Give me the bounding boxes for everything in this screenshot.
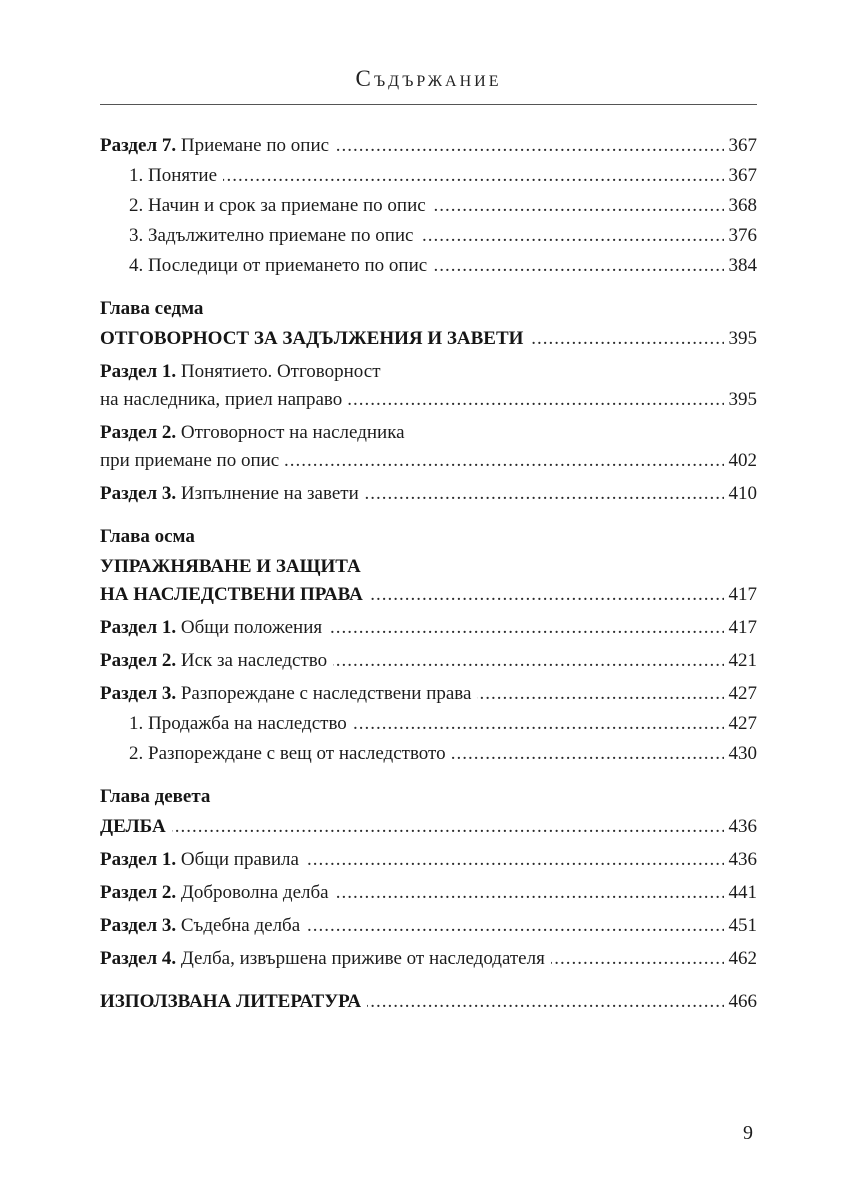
toc-entry-text: Иск за наследство <box>176 650 328 671</box>
toc-entry-prefix: Раздел 3. <box>100 915 177 936</box>
toc-entry-text: на наследника, приел направо <box>100 389 343 410</box>
header-divider <box>100 104 757 105</box>
toc-entry-section <box>100 614 757 642</box>
toc-entry-section <box>100 480 757 508</box>
toc-chapter-title <box>100 553 757 581</box>
toc-entry-subitem <box>100 222 757 250</box>
toc-entry-section <box>100 680 757 708</box>
toc-entry-page: 417 <box>724 614 758 642</box>
toc-chapter-title <box>100 813 757 841</box>
page-header <box>100 66 757 105</box>
toc-entry-text: Разпореждане с наследствени права <box>176 683 472 704</box>
toc-chapter-title <box>100 581 757 609</box>
toc-entry-page: 462 <box>724 945 758 973</box>
toc-chapter-title-text: ОТГОВОРНОСТ ЗА ЗАДЪЛЖЕНИЯ И ЗАВЕТИ <box>100 328 524 349</box>
toc-entry-prefix: Раздел 1. <box>100 849 177 870</box>
page-number: 9 <box>743 1122 753 1144</box>
toc-entry-section <box>100 846 757 874</box>
toc-entry-text: 1. Продажба на наследство <box>129 713 347 734</box>
toc-entry-prefix: Раздел 3. <box>100 683 177 704</box>
toc-entry-text: Общи положения <box>176 617 323 638</box>
toc-entry-text: 4. Последици от приемането по опис <box>129 255 428 276</box>
toc-entry-page: 436 <box>724 846 758 874</box>
toc-entry-prefix: Раздел 1. <box>100 617 177 638</box>
toc-entry-prefix: Раздел 2. <box>100 882 177 903</box>
toc-chapter-title-text: ДЕЛБА <box>100 816 166 837</box>
toc-entry-page: 402 <box>724 447 758 475</box>
toc-entry-section <box>100 879 757 907</box>
toc-chapter-label <box>100 295 757 323</box>
toc-entry-page: 427 <box>724 710 758 738</box>
toc-entry-subitem <box>100 710 757 738</box>
toc-entry-prefix: Раздел 4. <box>100 948 177 969</box>
toc-entry-page: 368 <box>724 192 758 220</box>
toc-entry-section <box>100 419 757 447</box>
toc-entry-page: 430 <box>724 740 758 768</box>
toc-entry-text: при приемане по опис <box>100 450 280 471</box>
toc-chapter-label <box>100 523 757 551</box>
toc-entry-text: Делба, извършена приживе от наследодателя <box>176 948 545 969</box>
toc-entry-section <box>100 132 757 160</box>
toc-entry-page: 395 <box>724 386 758 414</box>
toc-entry-section <box>100 912 757 940</box>
toc-entry-section <box>100 358 757 386</box>
toc-entry-prefix: Раздел 1. <box>100 361 177 382</box>
toc-chapter-label-text: Глава девета <box>100 786 211 807</box>
toc-entry-page: 466 <box>724 988 758 1016</box>
page-title: Съдържание <box>355 66 502 91</box>
toc-entry-page: 427 <box>724 680 758 708</box>
table-of-contents <box>100 132 757 1016</box>
toc-entry-text: Общи правила <box>176 849 299 870</box>
toc-entry-continuation <box>100 386 757 414</box>
toc-chapter-label <box>100 783 757 811</box>
toc-entry-page: 376 <box>724 222 758 250</box>
toc-entry-text: 2. Начин и срок за приемане по опис <box>129 195 426 216</box>
toc-chapter-title <box>100 325 757 353</box>
toc-entry-prefix: Раздел 7. <box>100 135 177 156</box>
toc-entry-subitem <box>100 252 757 280</box>
toc-entry-continuation <box>100 447 757 475</box>
toc-entry-text: Приемане по опис <box>176 135 330 156</box>
toc-entry-page: 441 <box>724 879 758 907</box>
toc-chapter-label-text: Глава осма <box>100 526 195 547</box>
toc-entry-subitem <box>100 162 757 190</box>
toc-entry-subitem <box>100 192 757 220</box>
toc-entry-text: 1. Понятие <box>129 165 218 186</box>
toc-literature-entry <box>100 988 757 1016</box>
toc-entry-text: Понятието. Отговорност <box>176 361 381 382</box>
toc-entry-page: 410 <box>724 480 758 508</box>
toc-entry-page: 384 <box>724 252 758 280</box>
toc-entry-text: 3. Задължително приемане по опис <box>129 225 414 246</box>
toc-entry-page: 451 <box>724 912 758 940</box>
toc-entry-subitem <box>100 740 757 768</box>
toc-entry-section <box>100 647 757 675</box>
toc-literature-text: ИЗПОЛЗВАНА ЛИТЕРАТУРА <box>100 991 362 1012</box>
toc-entry-page: 436 <box>724 813 758 841</box>
toc-entry-prefix: Раздел 2. <box>100 650 177 671</box>
toc-entry-text: 2. Разпореждане с вещ от наследството <box>129 743 446 764</box>
toc-entry-text: Отговорност на наследника <box>176 422 405 443</box>
toc-entry-text: Изпълнение на завети <box>176 483 359 504</box>
toc-entry-prefix: Раздел 2. <box>100 422 177 443</box>
toc-entry-page: 421 <box>724 647 758 675</box>
toc-entry-page: 395 <box>724 325 758 353</box>
toc-entry-prefix: Раздел 3. <box>100 483 177 504</box>
toc-entry-page: 367 <box>724 132 758 160</box>
toc-entry-text: Доброволна делба <box>176 882 329 903</box>
toc-entry-text: Съдебна делба <box>176 915 301 936</box>
toc-entry-page: 417 <box>724 581 758 609</box>
toc-entry-section <box>100 945 757 973</box>
toc-entry-page: 367 <box>724 162 758 190</box>
toc-chapter-title-text: НА НАСЛЕДСТВЕНИ ПРАВА <box>100 584 363 605</box>
toc-chapter-label-text: Глава седма <box>100 298 204 319</box>
toc-chapter-title-text: УПРАЖНЯВАНЕ И ЗАЩИТА <box>100 556 361 577</box>
